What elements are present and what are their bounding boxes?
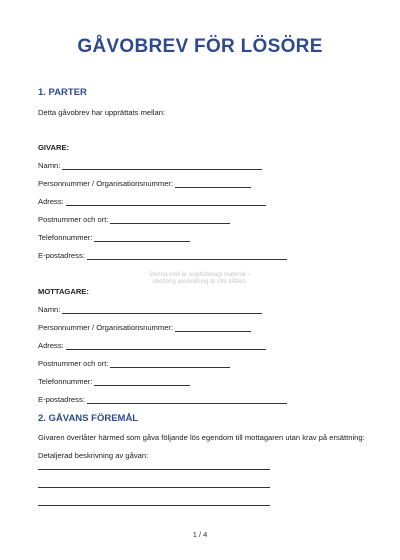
- field-label: Namn:: [38, 305, 61, 314]
- blank-line: [110, 215, 230, 224]
- section-heading-gift: 2. GÅVANS FÖREMÅL: [38, 413, 139, 424]
- giver-id-field[interactable]: [38, 179, 251, 188]
- giver-label: GIVARE:: [38, 143, 70, 152]
- document-title: GÅVOBREV FÖR LÖSÖRE: [77, 36, 323, 57]
- blank-line: [175, 323, 251, 332]
- giver-address-field[interactable]: [38, 197, 266, 206]
- receiver-postal-field[interactable]: [38, 359, 230, 368]
- receiver-name-field[interactable]: [38, 305, 262, 314]
- field-label: Postnummer och ort:: [38, 215, 109, 224]
- field-label: Postnummer och ort:: [38, 359, 109, 368]
- blank-line: [87, 395, 287, 404]
- watermark-line-2: obehörig användning är inte tillåten.: [152, 279, 248, 285]
- receiver-label: MOTTAGARE:: [38, 287, 89, 296]
- gift-description-label: Detaljerad beskrivning av gåvan:: [38, 451, 149, 460]
- field-label: E-postadress:: [38, 395, 85, 404]
- giver-name-field[interactable]: [38, 161, 262, 170]
- description-line-2[interactable]: [38, 487, 270, 488]
- blank-line: [66, 197, 266, 206]
- gift-intro: Givaren överlåter härmed som gåva följande lös egendom till mottagaren utan krav på ersättning:: [38, 433, 365, 442]
- blank-line: [94, 377, 190, 386]
- description-line-3[interactable]: [38, 505, 270, 506]
- blank-line: [66, 341, 266, 350]
- watermark-text: [120, 272, 280, 286]
- field-label: Personnummer / Organisationsnummer:: [38, 323, 174, 332]
- field-label: Adress:: [38, 197, 64, 206]
- blank-line: [87, 251, 287, 260]
- field-label: E-postadress:: [38, 251, 85, 260]
- field-label: Personnummer / Organisationsnummer:: [38, 179, 174, 188]
- parties-intro: Detta gåvobrev har upprättats mellan:: [38, 108, 166, 117]
- field-label: Telefonnummer:: [38, 233, 93, 242]
- receiver-phone-field[interactable]: [38, 377, 190, 386]
- blank-line: [110, 359, 230, 368]
- giver-phone-field[interactable]: [38, 233, 190, 242]
- blank-line: [94, 233, 190, 242]
- blank-line: [62, 305, 262, 314]
- description-line-1[interactable]: [38, 469, 270, 470]
- giver-postal-field[interactable]: [38, 215, 230, 224]
- receiver-address-field[interactable]: [38, 341, 266, 350]
- receiver-email-field[interactable]: [38, 395, 287, 404]
- receiver-id-field[interactable]: [38, 323, 251, 332]
- blank-line: [62, 161, 262, 170]
- blank-line: [175, 179, 251, 188]
- page-number: 1 / 4: [192, 530, 208, 539]
- field-label: Telefonnummer:: [38, 377, 93, 386]
- watermark-line-1: Denna mall är avgiftsbelagt material –: [149, 272, 251, 278]
- giver-email-field[interactable]: [38, 251, 287, 260]
- field-label: Adress:: [38, 341, 64, 350]
- section-heading-parties: 1. PARTER: [38, 87, 87, 98]
- field-label: Namn:: [38, 161, 61, 170]
